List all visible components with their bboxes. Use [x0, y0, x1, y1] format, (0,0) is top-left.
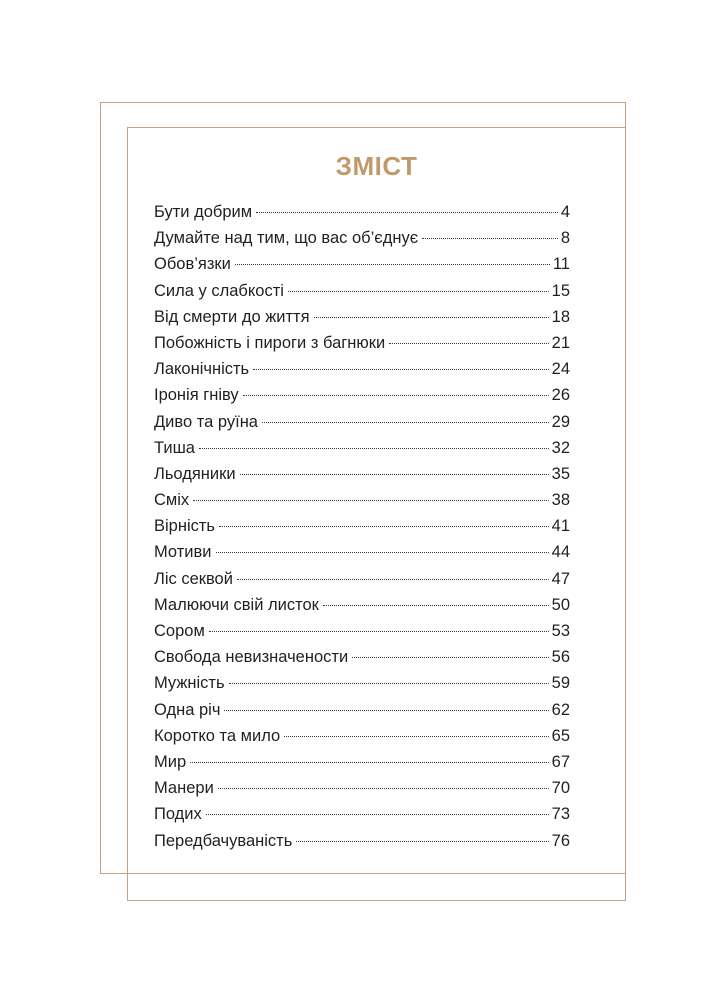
toc-entry-page-number: 38: [551, 491, 570, 510]
toc-entry-title: Диво та руїна: [154, 412, 258, 431]
toc-entry: [154, 199, 570, 225]
toc-entry-page-number: 56: [551, 648, 570, 667]
toc-entry-page-number: 67: [551, 752, 570, 771]
toc-entry-page-number: 59: [551, 674, 570, 693]
dot-leader: [240, 474, 549, 475]
toc-entry: [154, 330, 570, 356]
toc-entry-page-number: 26: [551, 386, 570, 405]
dot-leader: [190, 762, 549, 763]
toc-entry-page-number: 35: [551, 464, 570, 483]
toc-entry-page-number: 50: [551, 595, 570, 614]
dot-leader: [389, 343, 548, 344]
dot-leader: [288, 291, 549, 292]
toc-entry-title: Мотиви: [154, 543, 212, 562]
dot-leader: [206, 814, 549, 815]
toc-entry-page-number: 41: [551, 517, 570, 536]
page-title: ЗМІСТ: [335, 151, 418, 181]
toc-entry: [154, 592, 570, 618]
toc-entry: [154, 435, 570, 461]
dot-leader: [229, 683, 549, 684]
table-of-contents: [154, 199, 570, 854]
toc-entry: [154, 749, 570, 775]
dot-leader: [253, 369, 548, 370]
dot-leader: [256, 212, 558, 213]
toc-entry-title: Обов’язки: [154, 255, 231, 274]
dot-leader: [209, 631, 549, 632]
toc-entry-title: Думайте над тим, що вас об’єднує: [154, 229, 419, 248]
toc-entry: [154, 382, 570, 408]
dot-leader: [193, 500, 548, 501]
toc-entry-page-number: 47: [551, 569, 570, 588]
toc-entry: [154, 461, 570, 487]
toc-entry-title: Свобода невизначености: [154, 648, 349, 667]
dot-leader: [219, 526, 549, 527]
toc-entry-title: Побожність і пироги з багнюки: [154, 333, 386, 352]
toc-entry: [154, 251, 570, 277]
toc-entry-page-number: 15: [551, 281, 570, 300]
toc-entry-title: Іронія гніву: [154, 386, 239, 405]
dot-leader: [323, 605, 549, 606]
toc-entry-title: Тиша: [154, 438, 195, 457]
toc-entry-title: Мир: [154, 752, 187, 771]
toc-entry-title: Передбачуваність: [154, 831, 293, 850]
dot-leader: [199, 448, 549, 449]
toc-entry-page-number: 65: [551, 726, 570, 745]
toc-entry: [154, 670, 570, 696]
toc-entry-title: Коротко та мило: [154, 726, 281, 745]
toc-entry: [154, 539, 570, 565]
dot-leader: [224, 710, 548, 711]
dot-leader: [216, 552, 549, 553]
dot-leader: [284, 736, 548, 737]
toc-entry: [154, 723, 570, 749]
toc-entry: [154, 225, 570, 251]
dot-leader: [314, 317, 549, 318]
toc-entry: [154, 801, 570, 827]
dot-leader: [422, 238, 558, 239]
toc-entry-page-number: 24: [551, 360, 570, 379]
dot-leader: [218, 788, 549, 789]
toc-entry-page-number: 44: [551, 543, 570, 562]
toc-entry-page-number: 4: [560, 203, 570, 221]
toc-entry: [154, 513, 570, 539]
toc-entry-title: Бути добрим: [154, 203, 253, 221]
toc-entry-page-number: 70: [551, 779, 570, 798]
dot-leader: [352, 657, 548, 658]
toc-entry: [154, 618, 570, 644]
toc-entry-title: Ліс секвой: [154, 569, 233, 588]
toc-entry: [154, 356, 570, 382]
dot-leader: [262, 422, 549, 423]
toc-entry: [154, 697, 570, 723]
toc-entry-page-number: 53: [551, 622, 570, 640]
toc-entry-title: Сила у слабкості: [154, 281, 284, 300]
toc-entry-title: Манери: [154, 779, 214, 798]
toc-entry-title: Подих: [154, 805, 202, 824]
toc-entry-page-number: 76: [551, 831, 570, 850]
toc-entry: [154, 304, 570, 330]
toc-entry-title: Сміх: [154, 491, 190, 510]
toc-entry: [154, 775, 570, 801]
dot-leader: [296, 841, 548, 842]
toc-entry-title: Від смерти до життя: [154, 307, 310, 326]
toc-entry-page-number: 62: [551, 700, 570, 719]
toc-entry-page-number: 11: [552, 255, 570, 274]
toc-entry-page-number: 21: [551, 333, 570, 352]
toc-entry-title: Лаконічність: [154, 360, 250, 379]
toc-entry-page-number: 73: [551, 805, 570, 824]
toc-entry-page-number: 18: [551, 307, 570, 326]
toc-entry: [154, 278, 570, 304]
toc-entry-title: Малюючи свій листок: [154, 595, 319, 614]
toc-entry-page-number: 8: [560, 229, 570, 248]
toc-entry: [154, 409, 570, 435]
dot-leader: [243, 395, 549, 396]
dot-leader: [235, 264, 550, 265]
toc-entry: [154, 828, 570, 854]
dot-leader: [237, 579, 549, 580]
toc-entry: [154, 644, 570, 670]
toc-entry-title: Вірність: [154, 517, 216, 536]
toc-entry-page-number: 32: [551, 438, 570, 457]
toc-entry-title: Льодяники: [154, 464, 236, 483]
toc-entry-page-number: 29: [551, 412, 570, 431]
toc-entry-title: Мужність: [154, 674, 225, 693]
toc-entry-title: Сором: [154, 622, 205, 640]
toc-entry-title: Одна річ: [154, 700, 221, 719]
toc-entry: [154, 566, 570, 592]
toc-entry: [154, 487, 570, 513]
